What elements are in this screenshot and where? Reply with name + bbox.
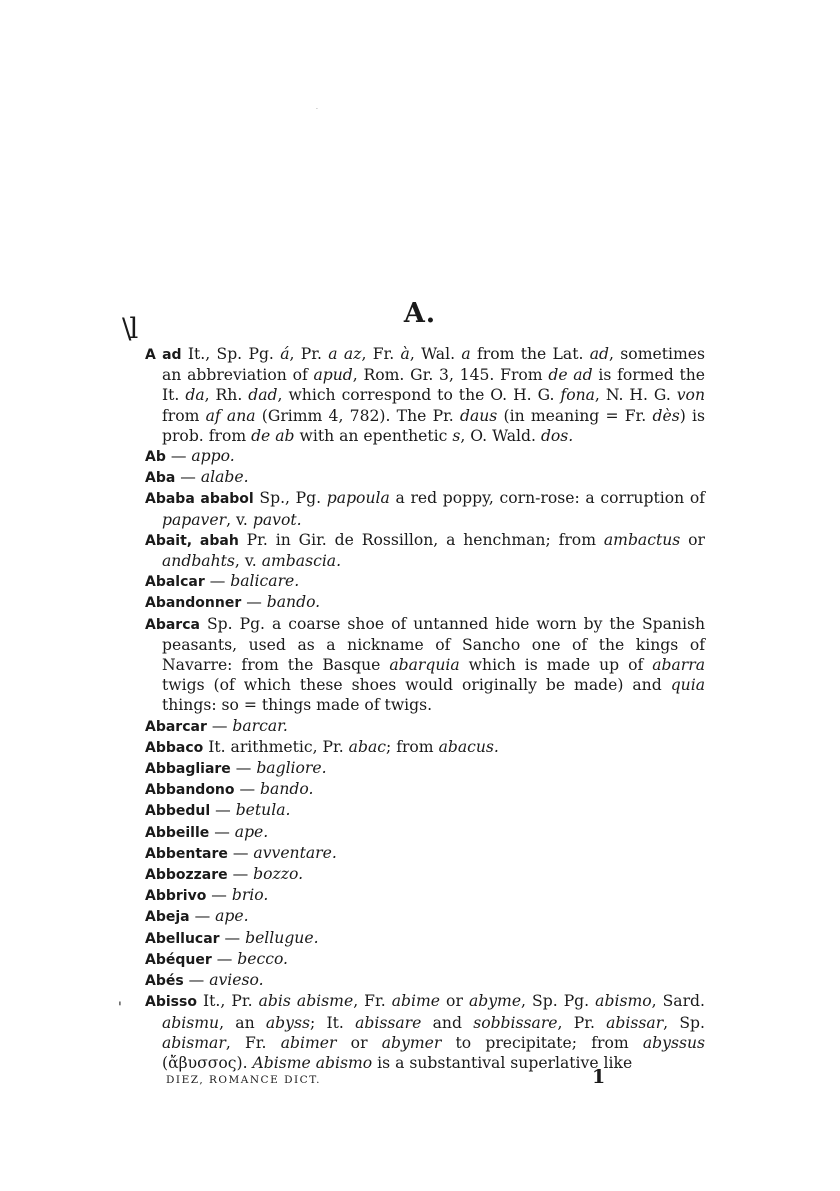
entry-italic-text: abyme	[468, 992, 522, 1011]
entry-text: , Wal.	[409, 345, 462, 363]
entry-text: a red poppy, corn-rose: a corruption of	[389, 489, 705, 508]
entry-headword: Abellucar	[145, 930, 220, 947]
entry-text: with an epenthetic	[294, 426, 453, 445]
entry-italic-text: bando.	[260, 780, 314, 799]
entry-italic-text: de ad	[548, 366, 593, 385]
entry-italic-text: af ana	[205, 406, 256, 425]
entry-text: , Fr.	[353, 992, 392, 1011]
entry-headword: Abisso	[145, 994, 197, 1011]
entry-text: from the Lat.	[470, 345, 590, 363]
entry-headword: A ad	[145, 347, 182, 363]
entry-italic-text: a az	[328, 345, 362, 363]
entry-headword: Abbaco	[145, 739, 204, 756]
entry-italic-text: Abisme abismo	[252, 1053, 373, 1072]
dictionary-entry	[145, 991, 705, 1073]
entry-text: , Pr.	[289, 345, 329, 363]
entry-headword: Abbozzare	[145, 867, 228, 884]
entry-headword: Abeja	[145, 909, 190, 926]
entry-italic-text: andbahts	[162, 552, 235, 571]
entry-text: , Rom. Gr. 3, 145. From	[352, 366, 549, 385]
entry-italic-text: abyssus	[642, 1033, 705, 1052]
page-title: A.	[403, 298, 437, 329]
entry-italic-text: bozzo.	[253, 865, 304, 884]
dictionary-entry	[145, 800, 705, 821]
dictionary-entry	[145, 970, 705, 991]
entry-text: —	[219, 928, 246, 947]
entry-headword: Abbrivo	[145, 888, 207, 905]
entry-italic-text: a	[461, 345, 471, 363]
entry-italic-text: abismu	[162, 1013, 220, 1032]
entry-text: , Sard.	[651, 992, 705, 1011]
dictionary-entry	[145, 530, 705, 571]
entry-text: Sp. Pg. a coarse shoe of untanned hide worn by the Spanish peasants, used as a nickname of Sancho one of the kings of Navarre: from the Basque	[162, 614, 705, 675]
entry-italic-text: abis abisme	[258, 992, 354, 1011]
entry-headword: Aba	[145, 470, 176, 487]
entry-text: things: so = things made of twigs.	[162, 696, 433, 715]
entry-text: , v.	[226, 510, 253, 529]
entry-text: It., Pr.	[196, 992, 259, 1011]
entry-italic-text: abarquia	[389, 656, 460, 675]
entry-italic-text: becco.	[237, 949, 289, 968]
entry-text: which is made up of	[459, 656, 653, 675]
entry-text: , sometimes an abbreviation of	[162, 345, 705, 385]
entry-italic-text: appo.	[191, 447, 235, 466]
entry-text: is formed the It.	[162, 366, 705, 405]
entry-italic-text: abymer	[381, 1033, 442, 1052]
entry-text: It., Sp. Pg.	[181, 345, 281, 363]
entry-headword: Abbandono	[145, 782, 235, 799]
entry-italic-text: abime	[391, 992, 441, 1011]
entry-italic-text: betula.	[235, 801, 291, 820]
entry-italic-text: bando.	[266, 593, 321, 612]
entry-headword: Abalcar	[145, 574, 205, 591]
entry-italic-text: avventare.	[253, 843, 337, 862]
entry-text: —	[175, 468, 201, 487]
entry-text: (in meaning = Fr.	[497, 406, 653, 425]
entry-text: or	[440, 992, 469, 1011]
entry-text: , Fr.	[225, 1033, 281, 1052]
entry-italic-text: abismo	[595, 992, 652, 1011]
entry-headword: Abéquer	[145, 951, 212, 968]
entry-italic-text: sobbissare	[473, 1013, 558, 1032]
entry-text: is a substantival superlative like	[372, 1053, 633, 1072]
entry-text: , Sp.	[663, 1013, 705, 1032]
entry-italic-text: s	[452, 426, 461, 445]
entry-headword: Abbeille	[145, 824, 210, 841]
entry-italic-text: dad	[248, 386, 278, 405]
dictionary-entry	[145, 779, 705, 800]
entry-italic-text: alabe.	[200, 468, 249, 487]
entry-text: It. arithmetic, Pr.	[203, 737, 349, 756]
entry-italic-text: barcar.	[232, 716, 288, 735]
entry-text: —	[183, 971, 210, 990]
page-number: 1	[592, 1066, 606, 1088]
entry-italic-text: de ab	[251, 426, 295, 445]
entry-italic-text: à	[400, 345, 410, 363]
entry-text: ; from	[385, 737, 439, 756]
entry-text: —	[209, 822, 235, 841]
entry-text: , O. Wald.	[460, 426, 541, 445]
dictionary-entries	[145, 344, 705, 1073]
entry-text: ) is prob. from	[162, 406, 705, 445]
entry-text: —	[227, 865, 254, 884]
entry-text: —	[206, 886, 232, 905]
entry-text: —	[165, 447, 192, 466]
entry-italic-text: abissare	[355, 1013, 422, 1032]
entry-italic-text: da	[185, 386, 205, 405]
dictionary-entry	[145, 822, 705, 843]
entry-text: —	[234, 780, 261, 799]
entry-headword: Ababa ababol	[145, 491, 254, 508]
entry-text: —	[227, 843, 254, 862]
entry-text: twigs (of which these shoes would originally be made) and	[162, 676, 671, 695]
margin-mark: \l	[122, 312, 137, 345]
dictionary-entry	[145, 592, 705, 613]
entry-italic-text: avieso.	[209, 971, 264, 990]
entry-italic-text: dos.	[540, 426, 574, 445]
entry-text: , N. H. G.	[594, 386, 677, 405]
entry-italic-text: daus	[459, 406, 498, 425]
entry-italic-text: apud	[313, 366, 353, 385]
entry-headword: Abarca	[145, 616, 200, 633]
entry-italic-text: ape.	[215, 907, 249, 926]
entry-italic-text: abarra	[652, 656, 706, 675]
entry-italic-text: quia	[670, 676, 705, 695]
entry-text: , Sp. Pg.	[521, 992, 596, 1011]
entry-text: or	[336, 1033, 382, 1052]
entry-text: (ἄβυσσος).	[162, 1053, 253, 1072]
entry-headword: Abandonner	[145, 595, 242, 612]
footer-signature: DIEZ, ROMANCE DICT.	[166, 1074, 321, 1086]
dictionary-entry	[145, 614, 705, 716]
entry-text: —	[204, 572, 231, 591]
entry-italic-text: pavot.	[252, 510, 302, 529]
entry-italic-text: papaver	[162, 510, 227, 529]
dictionary-entry	[145, 716, 705, 737]
dictionary-entry	[145, 885, 705, 906]
dictionary-entry	[145, 928, 705, 949]
entry-text: , an	[219, 1013, 266, 1032]
entry-headword: Abbagliare	[145, 761, 231, 778]
entry-text: —	[206, 716, 233, 735]
entry-text: Sp., Pg.	[253, 489, 327, 508]
entry-text: ; It.	[309, 1013, 356, 1032]
entry-text: from	[162, 406, 206, 425]
entry-text: —	[211, 949, 238, 968]
entry-italic-text: von	[676, 386, 705, 405]
entry-italic-text: ambactus	[603, 530, 681, 549]
entry-italic-text: fona	[560, 386, 595, 405]
entry-text: Pr. in Gir. de Rossillon, a henchman; from	[238, 530, 604, 549]
entry-italic-text: abac	[348, 737, 386, 756]
entry-text: , which correspond to the O. H. G.	[277, 386, 561, 405]
entry-italic-text: bagliore.	[256, 759, 327, 778]
entry-italic-text: ambascia.	[261, 552, 342, 571]
entry-headword: Abés	[145, 973, 184, 990]
entry-text: (Grimm 4, 782). The Pr.	[255, 406, 460, 425]
dictionary-entry	[145, 571, 705, 592]
dictionary-entry	[145, 446, 705, 467]
entry-italic-text: ad	[589, 345, 610, 363]
dictionary-entry	[145, 949, 705, 970]
entry-italic-text: balicare.	[230, 572, 300, 591]
entry-italic-text: abyss	[265, 1013, 310, 1032]
margin-tick: '	[118, 1000, 122, 1016]
dictionary-entry	[145, 843, 705, 864]
entry-italic-text: abismar	[162, 1033, 226, 1052]
entry-italic-text: abimer	[280, 1033, 337, 1052]
entry-text: —	[189, 907, 216, 926]
entry-headword: Abbedul	[145, 803, 211, 820]
entry-text: , Pr.	[557, 1013, 607, 1032]
dictionary-entry	[145, 906, 705, 927]
entry-italic-text: brio.	[231, 886, 269, 905]
entry-text: , Rh.	[204, 386, 249, 405]
entry-italic-text: bellugue.	[245, 928, 319, 947]
entry-italic-text: abacus.	[438, 737, 499, 756]
entry-text: and	[421, 1013, 474, 1032]
dictionary-entry	[145, 467, 705, 488]
entry-text: , v.	[234, 552, 262, 571]
entry-headword: Abbentare	[145, 845, 228, 862]
entry-headword: Abarcar	[145, 718, 207, 735]
entry-italic-text: papoula	[326, 489, 390, 508]
dictionary-entry	[145, 737, 705, 758]
dictionary-entry	[145, 344, 705, 446]
entry-headword: Ab	[145, 449, 166, 466]
dictionary-entry	[145, 488, 705, 529]
entry-text: , Fr.	[361, 345, 401, 363]
entry-italic-text: á	[280, 345, 290, 363]
dictionary-entry	[145, 864, 705, 885]
entry-text: to precipitate; from	[441, 1033, 643, 1052]
entry-text: —	[241, 593, 267, 612]
entry-italic-text: dès	[652, 406, 680, 425]
entry-headword: Abait, abah	[145, 532, 239, 549]
entry-italic-text: ape.	[234, 822, 269, 841]
entry-italic-text: abissar	[606, 1013, 664, 1032]
entry-text: —	[230, 759, 257, 778]
entry-text: or	[680, 530, 705, 549]
print-speck: .	[316, 104, 318, 111]
entry-text: —	[210, 801, 236, 820]
dictionary-entry	[145, 758, 705, 779]
